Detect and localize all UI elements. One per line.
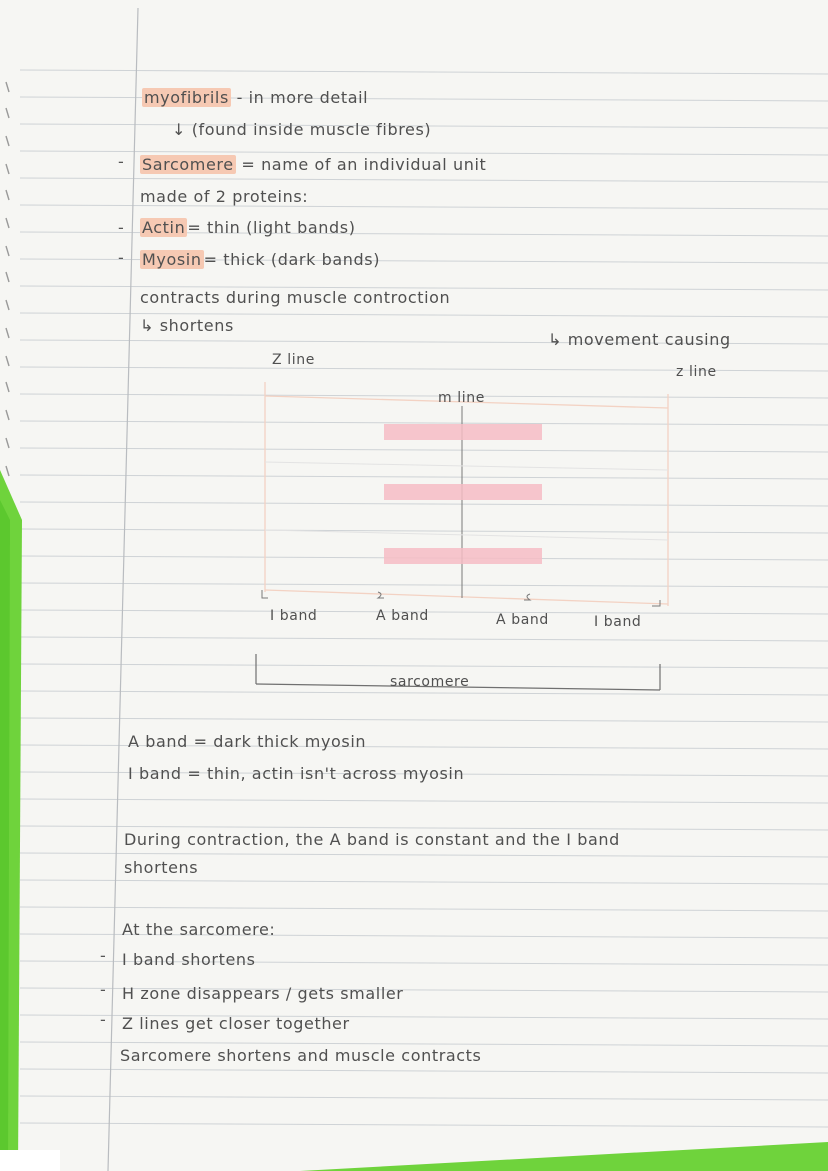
contracts-line: contracts during muscle controction	[140, 288, 451, 307]
bullet-dash: -	[118, 218, 124, 237]
at-sarcomere-heading: At the sarcomere:	[122, 920, 276, 939]
down-arrow-icon: ↓	[172, 120, 187, 139]
contraction-line-1: During contraction, the A band is constant and the I band	[124, 830, 620, 849]
made-of-line: made of 2 proteins:	[140, 187, 309, 206]
z-line-right-label: z line	[676, 364, 717, 380]
bullet-dash: -	[100, 980, 106, 999]
myofibrils-rest: - in more detail	[230, 88, 369, 107]
bullet-dash: -	[118, 248, 124, 267]
sarcomere-rest: = name of an individual unit	[235, 155, 487, 174]
movement-line: ↳ movement causing	[548, 330, 731, 349]
at-sarcomere-item-1: I band shortens	[122, 950, 256, 969]
myosin-bar	[384, 548, 542, 564]
bullet-dash: -	[118, 152, 124, 171]
myosin-term: Myosin	[142, 250, 202, 269]
at-sarcomere-item-4: Sarcomere shortens and muscle contracts	[120, 1046, 482, 1065]
actin-rest: = thin (light bands)	[187, 218, 356, 237]
myosin-bar	[384, 424, 542, 440]
a-band-definition: A band = dark thick myosin	[128, 732, 367, 751]
myofibrils-term: myofibrils	[144, 88, 229, 107]
i-band-definition: I band = thin, actin isn't across myosin	[128, 764, 465, 783]
z-line-left-label: Z line	[272, 352, 315, 368]
at-sarcomere-item-3: Z lines get closer together	[122, 1014, 350, 1033]
arrow-icon	[378, 592, 384, 598]
actin-term: Actin	[142, 218, 186, 237]
a-band-left-label: A band	[376, 608, 429, 624]
at-sarcomere-item-2: H zone disappears / gets smaller	[122, 984, 404, 1003]
i-band-left-label: I band	[270, 608, 318, 624]
bullet-dash: -	[100, 1010, 106, 1029]
i-band-right-label: I band	[594, 614, 642, 630]
myofibrils-sub-text: (found inside muscle fibres)	[191, 120, 432, 139]
contraction-line-2: shortens	[124, 858, 199, 877]
bullet-dash: -	[100, 946, 106, 965]
m-line-label: m line	[438, 390, 485, 406]
a-band-right-label: A band	[496, 612, 549, 628]
shortens-line: ↳ shortens	[140, 316, 234, 335]
sarcomere-term: Sarcomere	[142, 155, 234, 174]
myosin-bar	[384, 484, 542, 500]
sarcomere-label: sarcomere	[390, 674, 470, 690]
myosin-rest: = thick (dark bands)	[203, 250, 381, 269]
